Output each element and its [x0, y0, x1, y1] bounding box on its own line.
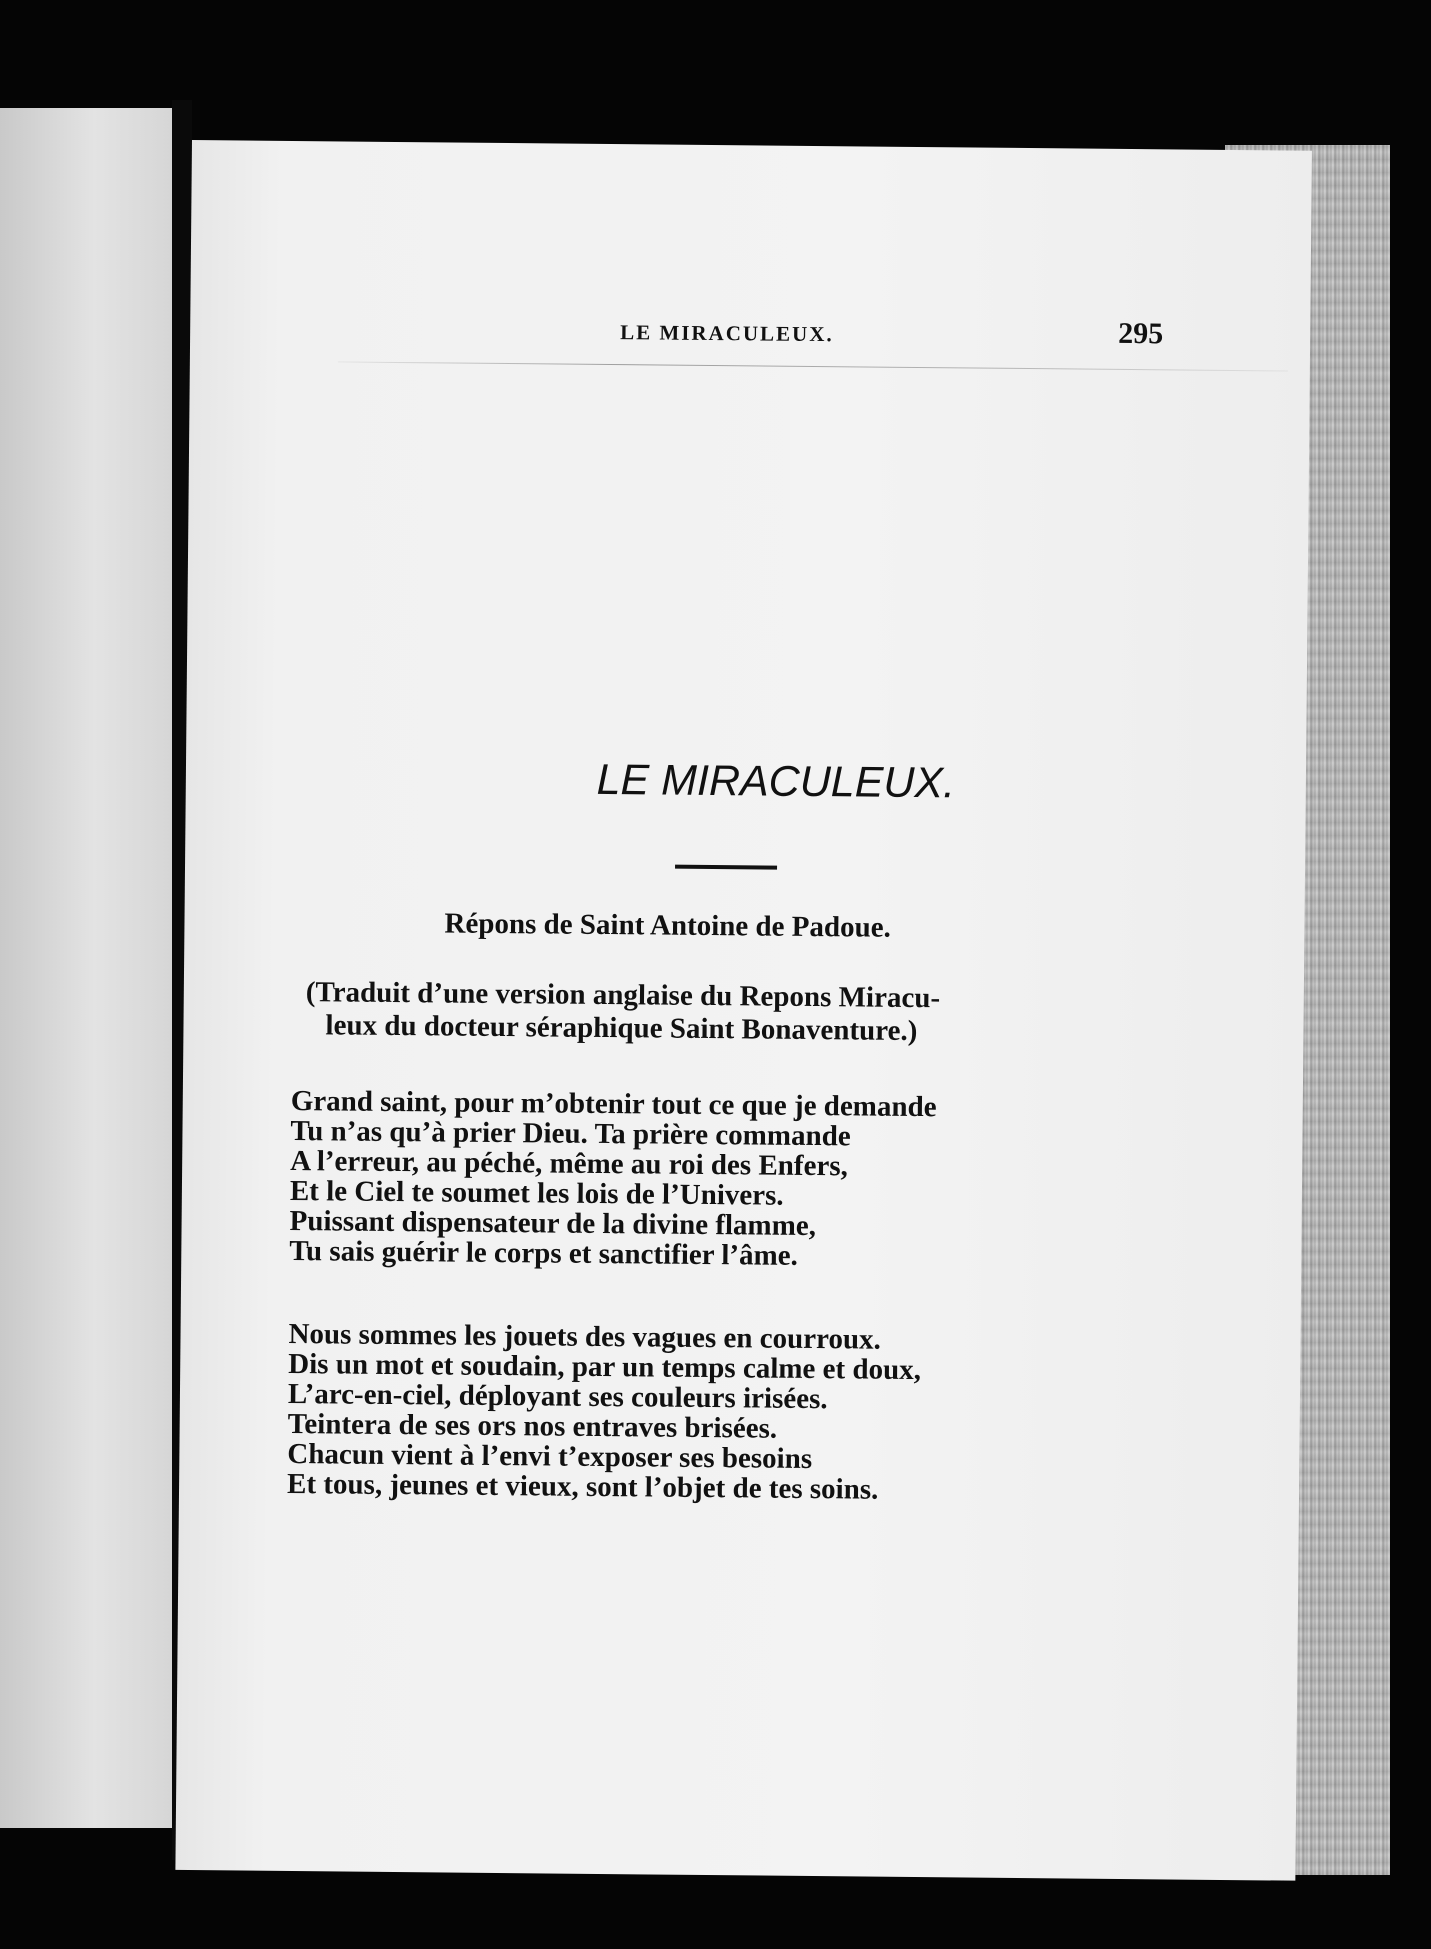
verse-line: Et le Ciel te soumet les lois de l’Univers. — [289, 1174, 784, 1212]
verse-line: Teintera de ses ors nos entraves brisées. — [287, 1407, 778, 1445]
left-facing-page — [0, 108, 172, 1828]
verse-line: Tu n’as qu’à prier Dieu. Ta prière commande — [290, 1114, 851, 1153]
verse-line: L’arc-en-ciel, déployant ses couleurs irisées. — [287, 1377, 828, 1416]
poem-subtitle: Répons de Saint Antoine de Padoue. — [444, 907, 891, 944]
stanza — [287, 1319, 1169, 1507]
note-line: (Traduit d’une version anglaise du Repons Miracu- — [305, 976, 941, 1015]
verse-line: A l’erreur, au péché, même au roi des Enfers, — [290, 1144, 848, 1183]
verse-line: Grand saint, pour m’obtenir tout ce que je demande — [290, 1084, 937, 1124]
header-rule — [338, 361, 1288, 371]
stanza — [289, 1086, 1171, 1274]
verse-line: Puissant dispensateur de la divine flamme, — [289, 1204, 817, 1243]
poem-title: LE MIRACULEUX. — [596, 755, 956, 808]
book-page — [175, 140, 1312, 1881]
verse-line: Tu sais guérir le corps et sanctifier l’âme. — [289, 1234, 798, 1272]
running-head: LE MIRACULEUX. — [620, 320, 834, 347]
title-rule — [675, 865, 777, 870]
note-line: leux du docteur séraphique Saint Bonaventure.) — [325, 1009, 918, 1048]
verse-line: Chacun vient à l’envi t’exposer ses besoins — [287, 1437, 813, 1476]
translation-note — [305, 976, 1156, 1050]
verse-line: Nous sommes les jouets des vagues en courroux. — [288, 1317, 882, 1356]
verse-line: Et tous, jeunes et vieux, sont l’objet de tes soins. — [286, 1467, 879, 1506]
verse-line: Dis un mot et soudain, par un temps calme et doux, — [288, 1347, 922, 1387]
page-number: 295 — [1118, 316, 1164, 351]
